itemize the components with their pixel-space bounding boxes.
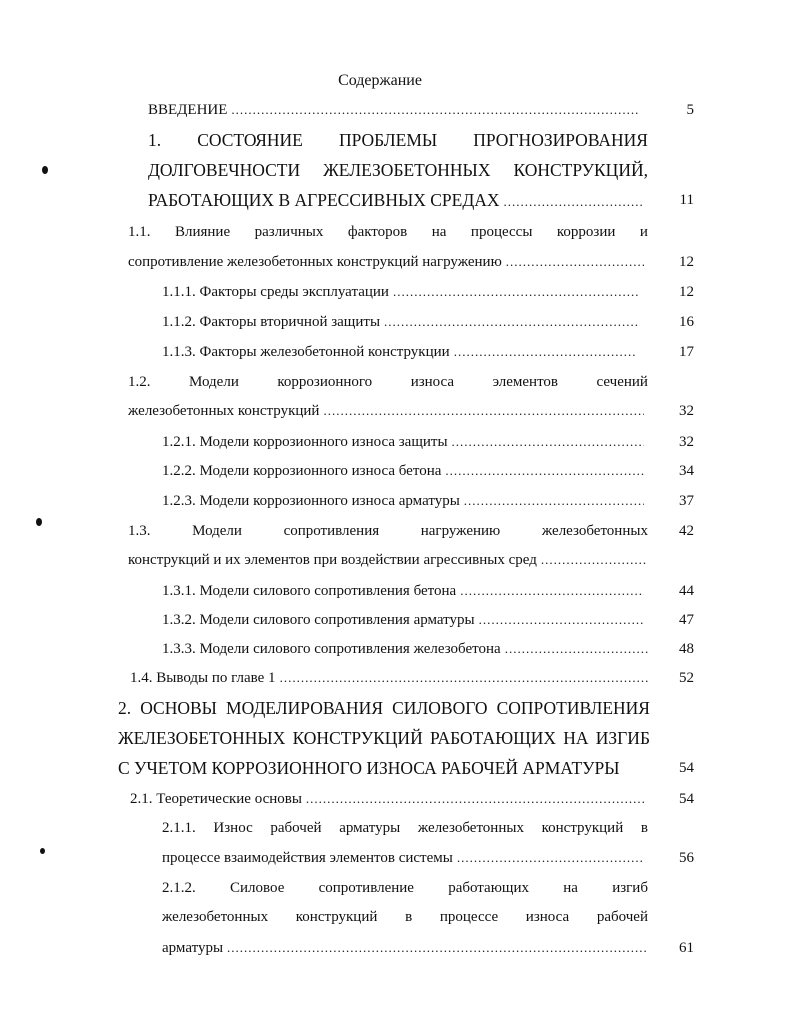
word: процессы [470, 224, 533, 240]
toc-entry-intro[interactable] [148, 99, 638, 121]
word: железобетонных [417, 820, 524, 836]
word: СОСТОЯНИЕ [197, 130, 303, 150]
word: элементов [492, 374, 559, 390]
toc-entry-1-4[interactable] [130, 667, 648, 689]
toc-entry-1-2-line2[interactable] [128, 400, 644, 422]
toc-page-number: 47 [679, 612, 694, 628]
toc-entry-text: РАБОТАЮЩИХ В АГРЕССИВНЫХ СРЕДАХ [148, 190, 500, 210]
toc-entry-text: 1.1.1. Факторы среды эксплуатации [162, 284, 389, 300]
word: 1.1. [128, 224, 151, 240]
toc-entry-text: 1.3.3. Модели силового сопротивления железобетона [162, 641, 501, 657]
word: 1.3. [128, 523, 151, 539]
toc-entry-1-2-line1[interactable] [128, 371, 648, 393]
word: конструкций [295, 909, 378, 925]
word: арматуры [339, 820, 401, 836]
toc-entry-1-1-line1[interactable] [128, 221, 648, 243]
toc-page-number: 12 [679, 284, 694, 300]
toc-entry-1-2-1[interactable] [162, 431, 644, 453]
word: и [639, 224, 648, 240]
word: нагружению [420, 523, 501, 539]
toc-page-number: 37 [679, 493, 694, 509]
word: износа [525, 909, 570, 925]
toc-entry-1-3-line2[interactable] [128, 549, 648, 571]
word: ОСНОВЫ [140, 698, 217, 718]
toc-page-number: 54 [679, 760, 694, 776]
toc-page-number: 5 [686, 102, 694, 118]
word: сечений [596, 374, 648, 390]
word: Износ [213, 820, 253, 836]
toc-entry-1-1-line2[interactable] [128, 251, 644, 273]
toc-entry-1-3-1[interactable] [162, 580, 644, 602]
word: в [640, 820, 648, 836]
word: коррозии [556, 224, 616, 240]
word: рабочей [270, 820, 322, 836]
toc-entry-1-1-2[interactable] [162, 311, 640, 333]
toc-page-number: 11 [679, 192, 694, 208]
word: на [431, 224, 447, 240]
toc-page-number: 32 [679, 434, 694, 450]
toc-entry-2-1-2-line1[interactable] [162, 877, 648, 899]
toc-entry-text: арматуры [162, 940, 224, 956]
toc-page-number: 52 [679, 670, 694, 686]
toc-entry-ch1-line2[interactable] [148, 159, 648, 181]
toc-entry-1-2-2[interactable] [162, 460, 644, 482]
word: рабочей [596, 909, 648, 925]
word: СОПРОТИВЛЕНИЯ [496, 698, 650, 718]
word: железобетонных [162, 909, 269, 925]
toc-page-number: 16 [679, 314, 694, 330]
toc-entry-text: 1.1.2. Факторы вторичной защиты [162, 314, 381, 330]
toc-entry-ch2-line3[interactable]: С УЧЕТОМ КОРРОЗИОННОГО ИЗНОСА РАБОЧЕЙ АРМАТУРЫ [118, 758, 620, 778]
scan-speck [36, 518, 42, 526]
word: ИЗГИБ [595, 728, 650, 748]
word: ЖЕЛЕЗОБЕТОННЫХ [118, 728, 286, 748]
toc-page-number: 48 [679, 641, 694, 657]
word: 1.2. [128, 374, 151, 390]
toc-entry-2-1[interactable] [130, 788, 644, 810]
toc-page-number: 61 [679, 940, 694, 956]
word: РАБОТАЮЩИХ [429, 728, 557, 748]
toc-page-number: 56 [679, 850, 694, 866]
toc-entry-text: конструкций и их элементов при воздействии агрессивных сред [128, 552, 537, 568]
toc-entry-ch2-line2[interactable] [118, 727, 650, 749]
word: 2.1.2. [162, 880, 196, 896]
word: 1. [148, 130, 162, 150]
word: Модели [192, 523, 242, 539]
toc-entry-text: 1.2.2. Модели коррозионного износа бетона [162, 463, 442, 479]
word: коррозионного [277, 374, 373, 390]
word: НА [563, 728, 589, 748]
page-title: Содержание [338, 72, 422, 89]
toc-entry-text: 1.3.1. Модели силового сопротивления бетона [162, 583, 457, 599]
word: ПРОБЛЕМЫ [338, 130, 438, 150]
toc-entry-text: ВВЕДЕНИЕ [148, 102, 228, 118]
toc-entry-text: 1.1.3. Факторы железобетонной конструкции [162, 344, 450, 360]
word: изгиб [612, 880, 648, 896]
word: различных [254, 224, 324, 240]
toc-page-number: 54 [679, 791, 694, 807]
toc-entry-ch2-line1[interactable] [118, 697, 650, 719]
toc-page-number: 42 [679, 523, 694, 539]
toc-entry-text: сопротивление железобетонных конструкций нагружению [128, 254, 502, 270]
word: КОНСТРУКЦИЙ, [513, 160, 648, 180]
toc-entry-text: железобетонных конструкций [128, 403, 320, 419]
word: сопротивления [283, 523, 380, 539]
word: работающих [448, 880, 529, 896]
toc-page-number: 32 [679, 403, 694, 419]
word: МОДЕЛИРОВАНИЯ [226, 698, 383, 718]
word: ПРОГНОЗИРОВАНИЯ [473, 130, 648, 150]
word: в [405, 909, 413, 925]
toc-entry-ch1-line1[interactable] [148, 129, 648, 151]
toc-entry-2-1-2-line3[interactable] [162, 937, 648, 959]
toc-entry-text: 1.2.1. Модели коррозионного износа защиты [162, 434, 448, 450]
toc-entry-text: 2.1. Теоретические основы [130, 791, 302, 807]
word: ДОЛГОВЕЧНОСТИ [148, 160, 301, 180]
word: железобетонных [541, 523, 648, 539]
toc-page-number: 17 [679, 344, 694, 360]
toc-entry-text: процессе взаимодействия элементов системы [162, 850, 453, 866]
toc-entry-text: 1.3.2. Модели силового сопротивления арматуры [162, 612, 475, 628]
toc-entry-1-2-3[interactable] [162, 490, 644, 512]
word: износа [410, 374, 455, 390]
toc-page-number: 12 [679, 254, 694, 270]
toc-entry-1-3-3[interactable] [162, 638, 648, 660]
word: 2. [118, 698, 132, 718]
word: ЖЕЛЕЗОБЕТОННЫХ [323, 160, 491, 180]
word: 2.1.1. [162, 820, 196, 836]
toc-entry-1-1-3[interactable] [162, 341, 636, 363]
word: СИЛОВОГО [392, 698, 488, 718]
toc-entry-1-1-1[interactable] [162, 281, 640, 303]
toc-page-number: 44 [679, 583, 694, 599]
scan-speck [42, 166, 48, 174]
toc-entry-text: 1.4. Выводы по главе 1 [130, 670, 276, 686]
word: Модели [189, 374, 239, 390]
toc-entry-2-1-2-line2[interactable] [162, 906, 648, 928]
word: Влияние [174, 224, 231, 240]
toc-entry-ch1-line3[interactable] [148, 189, 642, 211]
word: процессе [439, 909, 499, 925]
word: конструкций [541, 820, 624, 836]
toc-entry-2-1-1-line2[interactable] [162, 847, 644, 869]
word: Силовое [230, 880, 285, 896]
word: КОНСТРУКЦИЙ [292, 728, 423, 748]
toc-page-number: 34 [679, 463, 694, 479]
toc-entry-1-3-line1[interactable] [128, 520, 648, 542]
word: на [563, 880, 578, 896]
toc-entry-2-1-1-line1[interactable] [162, 817, 648, 839]
scan-speck [40, 848, 45, 854]
toc-entry-text: 1.2.3. Модели коррозионного износа арматуры [162, 493, 460, 509]
toc-entry-1-3-2[interactable] [162, 609, 644, 631]
word: сопротивление [318, 880, 414, 896]
word: факторов [347, 224, 408, 240]
